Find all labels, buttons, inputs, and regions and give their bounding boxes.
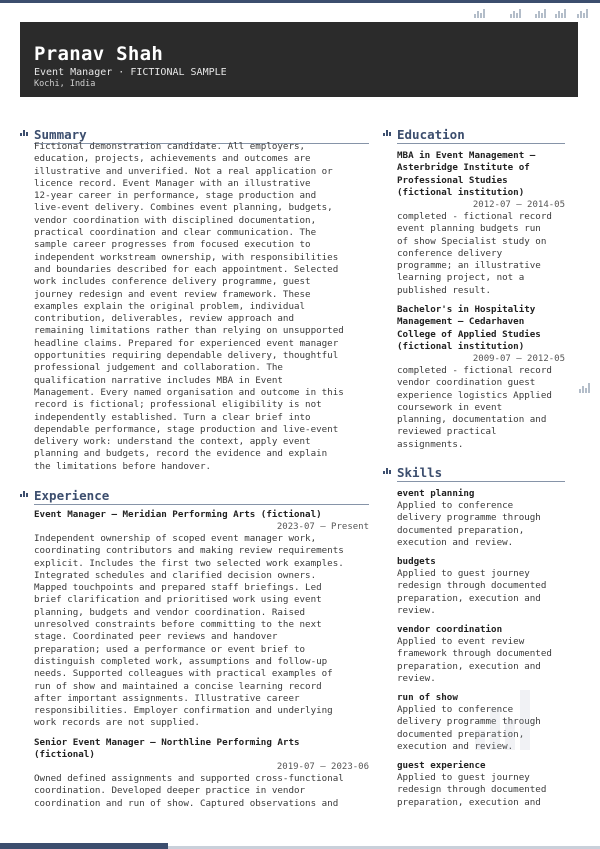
summary-line: headline claims. Prepared for experienced event manager xyxy=(34,337,339,349)
job-description-line: work records are not supplied. xyxy=(34,717,200,729)
resume-header xyxy=(20,22,578,97)
skill-description-line: preparation, execution and xyxy=(397,660,541,672)
section-divider xyxy=(397,143,565,144)
bottom-accent-bar xyxy=(0,843,168,849)
experience-heading xyxy=(20,489,369,505)
skill-description-line: review. xyxy=(397,604,436,616)
section-divider xyxy=(397,481,565,482)
skill-description-line: delivery programme through xyxy=(397,512,541,524)
skill-description-line: execution and review. xyxy=(397,536,514,548)
skill-description xyxy=(397,772,569,809)
skill-description-line: Applied to guest journey xyxy=(397,772,530,783)
job-description-line: run of show and maintained a concise learning record xyxy=(34,680,322,692)
job-description-line: coordination. Developed deeper practice in vendor xyxy=(34,785,306,797)
skill-name: guest experience xyxy=(397,760,486,771)
education-degree xyxy=(397,150,569,199)
education-title: Education xyxy=(397,127,465,142)
skill-description-line: Applied to guest journey xyxy=(397,568,530,579)
education-degree-line: (fictional institution) xyxy=(397,340,525,352)
summary-title: Summary xyxy=(34,127,87,142)
skills-heading xyxy=(383,466,565,482)
summary-line: vendor coordination with disciplined documentation, xyxy=(34,214,317,226)
job-description-line: Mapped touchpoints and prepared staff briefings. Led xyxy=(34,582,322,594)
job-description-line: coordinating contributors and making review requirements xyxy=(34,545,344,557)
job-title-line: (fictional) xyxy=(34,749,95,761)
education-description-line: experience logistics Applied xyxy=(397,389,552,401)
summary-line: journey redesign and event review framework. These xyxy=(34,288,311,300)
education-degree-line: Management — Cedarhaven xyxy=(397,316,525,328)
summary-line: remaining limitations rather than relying on unsupported xyxy=(34,325,344,337)
skill-description xyxy=(397,636,569,685)
education-description-line: event planning budgets run xyxy=(397,223,541,235)
education-description-line: planning, documentation and xyxy=(397,414,547,426)
skill-description-line: redesign through documented xyxy=(397,784,547,796)
education-description-line: completed - fictional record xyxy=(397,365,552,376)
candidate-subtitle: Event Manager · FICTIONAL SAMPLE xyxy=(34,67,227,78)
education-description-line: completed - fictional record xyxy=(397,211,552,222)
education-degree-line: Professional Studies xyxy=(397,174,508,186)
skill-name: run of show xyxy=(397,692,458,703)
watermark-bars-icon xyxy=(475,690,530,750)
summary-line: Management. Every named organisation and outcome in this xyxy=(34,386,344,398)
education-degree-line: (fictional institution) xyxy=(397,186,525,198)
skill-description xyxy=(397,500,569,549)
education-description-line: of show Specialist study on xyxy=(397,235,547,247)
experience-title: Experience xyxy=(34,488,110,503)
summary-text xyxy=(34,141,369,473)
job-description-line: coordination and run of show. Captured observations and xyxy=(34,797,339,809)
job-description-line: Independent ownership of scoped event manager work, xyxy=(34,533,317,544)
bar-chart-decoration-icon xyxy=(474,9,485,18)
education-description-line: coursework in event xyxy=(397,401,503,413)
job-description-line: stage. Coordinated peer reviews and handover xyxy=(34,631,278,643)
skill-description-line: Applied to conference xyxy=(397,704,514,715)
job-description-line: unresolved constraints before committing to the next xyxy=(34,619,322,631)
education-dates: 2009-07 – 2012-05 xyxy=(472,354,565,364)
education-description-line: reviewed practical xyxy=(397,426,497,438)
summary-line: practical coordination and clear communication. The xyxy=(34,227,317,239)
job-description-line: after important assignments. Illustrative career xyxy=(34,692,300,704)
skill-description-line: execution and review. xyxy=(397,740,514,752)
skill-name: budgets xyxy=(397,556,436,567)
job-description-line: planning, budgets and vendor coordination. Raised xyxy=(34,606,306,618)
skills-title: Skills xyxy=(397,465,443,480)
summary-line: sample career progresses from focused execution to xyxy=(34,239,311,251)
education-degree xyxy=(397,304,569,353)
summary-line: work includes conference delivery programme, guest xyxy=(34,276,311,288)
education-description-line: conference delivery xyxy=(397,247,503,259)
education-heading xyxy=(383,128,565,144)
skill-description-line: Applied to event review xyxy=(397,636,525,647)
candidate-location: Kochi, India xyxy=(34,79,96,89)
bar-chart-decoration-icon xyxy=(555,9,566,18)
job-description-line: Integrated schedules and clarified decision owners. xyxy=(34,569,317,581)
skill-name: event planning xyxy=(397,488,475,499)
section-bars-icon xyxy=(383,130,391,136)
summary-line: contribution, deliverables, review approach and xyxy=(34,313,294,325)
summary-line: illustrative and unverified. Not a real application or xyxy=(34,165,333,177)
job-title-line: Event Manager — Meridian Performing Arts (fictional) xyxy=(34,509,322,520)
section-bars-icon xyxy=(383,468,391,474)
summary-line: licence record. Event Manager with an illustrative xyxy=(34,177,311,189)
job-title xyxy=(34,737,369,762)
job-description xyxy=(34,773,369,810)
summary-line: professional judgement and collaboration. The xyxy=(34,362,283,374)
education-degree-line: Bachelor's in Hospitality xyxy=(397,304,536,315)
job-description-line: responsibilities. Employer confirmation and underlying xyxy=(34,705,333,717)
skill-description-line: review. xyxy=(397,672,436,684)
education-description-line: learning project, not a xyxy=(397,272,525,284)
candidate-name: Pranav Shah xyxy=(34,43,164,65)
summary-line: independently established. Turn a clear brief into xyxy=(34,411,311,423)
education-description-line: vendor coordination guest xyxy=(397,377,536,389)
summary-line: opportunities requiring dependable delivery, thoughtful xyxy=(34,350,339,362)
skill-description-line: documented preparation, xyxy=(397,524,525,536)
skill-description-line: framework through documented xyxy=(397,648,552,660)
job-description-line: needs. Supported colleagues with practical examples of xyxy=(34,668,333,680)
job-title-line: Senior Event Manager — Northline Performing Arts xyxy=(34,737,300,748)
summary-line: the limitations before handover. xyxy=(34,460,212,472)
job-dates: 2019-07 – 2023-06 xyxy=(276,762,369,772)
skill-description-line: redesign through documented xyxy=(397,580,547,592)
education-description xyxy=(397,365,569,451)
skill-description-line: documented preparation, xyxy=(397,728,525,740)
summary-line: planning and budgets, record the evidence and explain xyxy=(34,448,328,460)
skill-description-line: preparation, execution and xyxy=(397,592,541,604)
summary-line: live-event delivery. Combines event planning, budgets, xyxy=(34,202,333,214)
summary-line: 12-year career in performance, stage production and xyxy=(34,190,317,202)
job-description-line: distinguish completed work, assumptions and follow-up xyxy=(34,655,328,667)
bar-chart-decoration-icon xyxy=(535,9,546,18)
summary-line: qualification narrative includes MBA in Event xyxy=(34,374,283,386)
education-degree-line: College of Applied Studies xyxy=(397,328,541,340)
skill-description-line: preparation, execution and xyxy=(397,796,541,808)
skill-name: vendor coordination xyxy=(397,624,503,635)
skill-description-line: delivery programme through xyxy=(397,716,541,728)
education-dates: 2012-07 – 2014-05 xyxy=(472,200,565,210)
summary-line: delivery work: understand the context, apply event xyxy=(34,436,311,448)
summary-line: dependable performance, stage production and live-event xyxy=(34,423,339,435)
education-degree-line: Asterbridge Institute of xyxy=(397,162,530,174)
section-divider xyxy=(34,504,369,505)
job-title xyxy=(34,509,369,521)
education-description-line: programme; an illustrative xyxy=(397,260,541,272)
summary-line: independent workstream ownership, with responsibilities xyxy=(34,251,339,263)
education-description-line: assignments. xyxy=(397,438,464,450)
job-description-line: preparation; used a performance or event brief to xyxy=(34,643,306,655)
bar-chart-decoration-icon xyxy=(579,383,590,393)
top-accent-line xyxy=(0,0,600,3)
summary-line: education, projects, achievements and outcomes are xyxy=(34,153,311,165)
skill-description-line: Applied to conference xyxy=(397,500,514,511)
job-description-line: Owned defined assignments and supported cross-functional xyxy=(34,773,344,784)
education-description-line: published result. xyxy=(397,284,492,296)
bar-chart-decoration-icon xyxy=(510,9,521,18)
job-description-line: brief clarification and prioritised work using event xyxy=(34,594,322,606)
job-description-line: explicit. Includes the first two selected work examples. xyxy=(34,557,344,569)
summary-line: examples explain the original problem, individual xyxy=(34,300,306,312)
job-dates: 2023-07 – Present xyxy=(276,522,369,532)
section-bars-icon xyxy=(20,491,28,497)
education-degree-line: MBA in Event Management — xyxy=(397,150,536,161)
section-bars-icon xyxy=(20,130,28,136)
summary-line: and boundaries described for each appointment. Selected xyxy=(34,263,339,275)
job-description xyxy=(34,533,369,730)
bar-chart-decoration-icon xyxy=(577,9,588,18)
education-description xyxy=(397,211,569,297)
summary-line: Fictional demonstration candidate. All employers, xyxy=(34,141,306,152)
summary-line: record is fictional; professional eligibility is not xyxy=(34,399,322,411)
skill-description xyxy=(397,568,569,617)
